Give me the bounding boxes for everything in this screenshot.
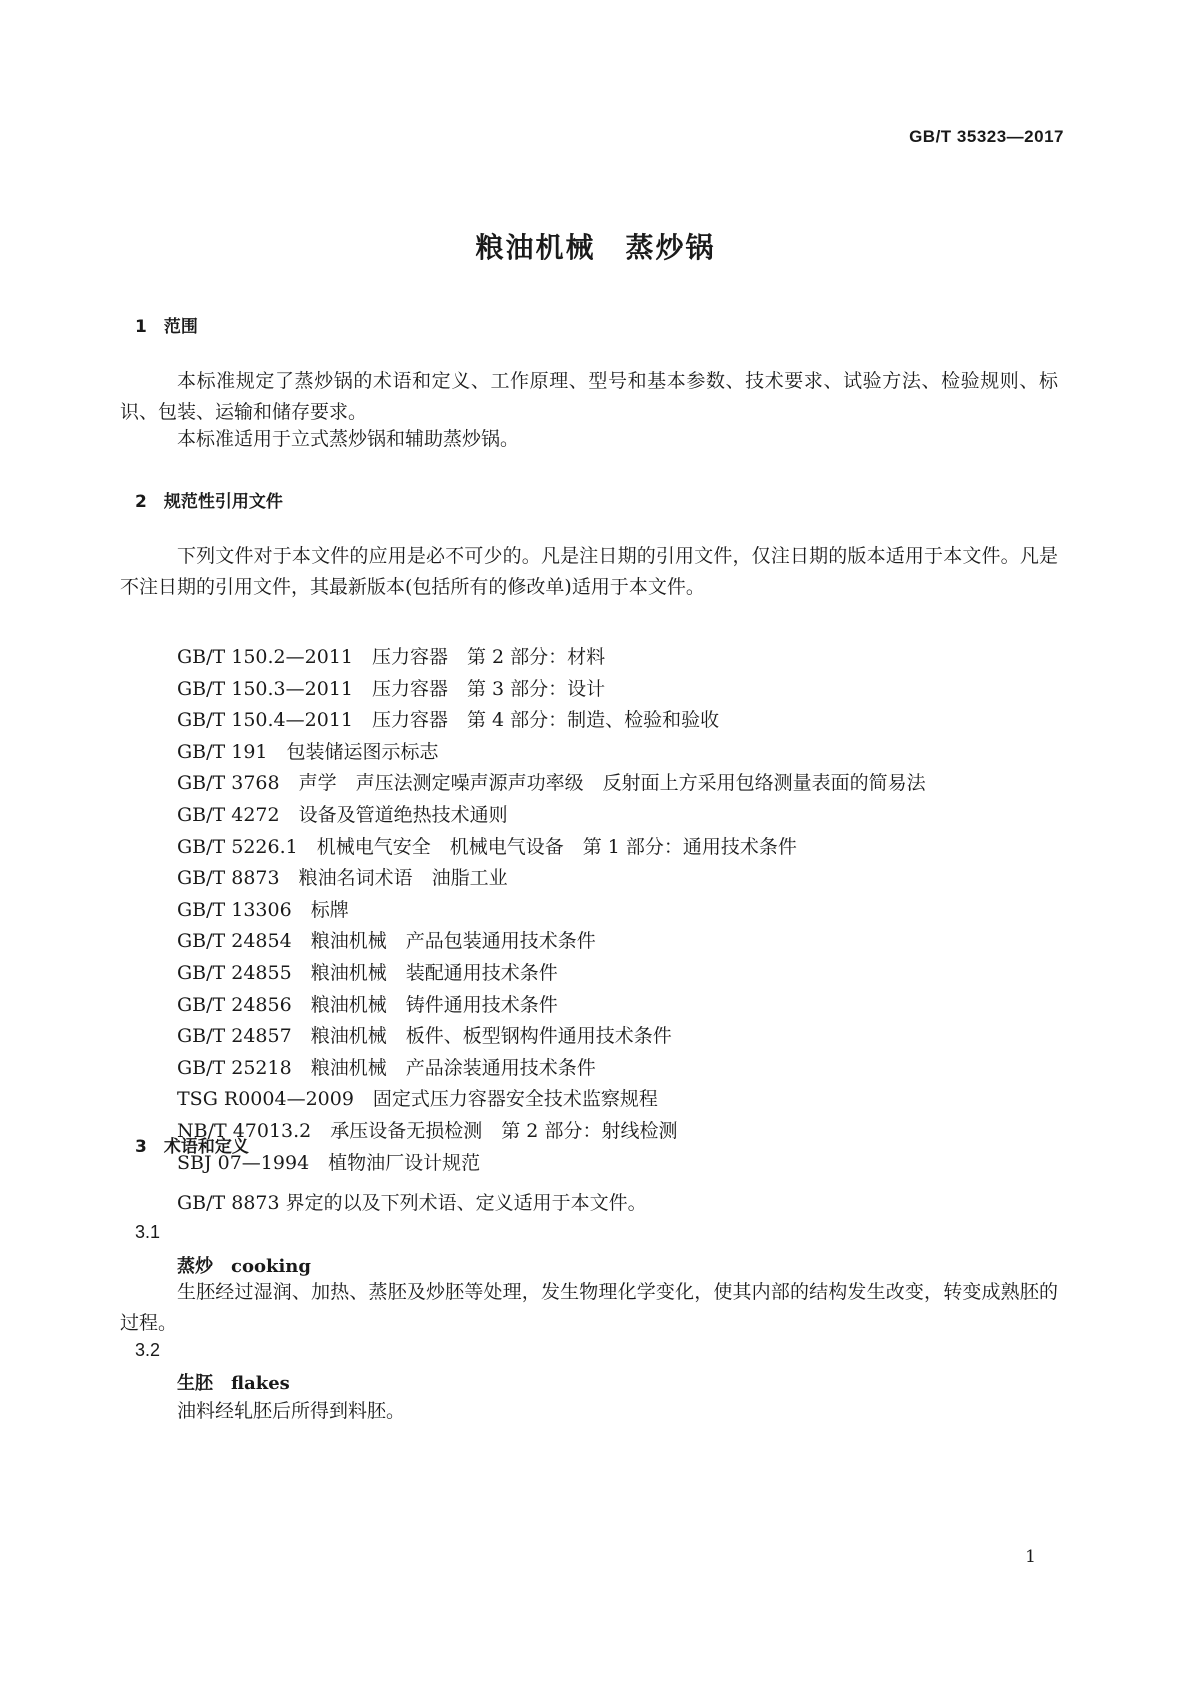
reference-item: GB/T 3768 声学 声压法测定噪声源声功率级 反射面上方采用包络测量表面的简易法 — [177, 772, 926, 795]
term-number: 3.1 — [135, 1222, 161, 1242]
scope-paragraph-1: 本标准规定了蒸炒锅的术语和定义、工作原理、型号和基本参数、技术要求、试验方法、检验规则、标识、包装、运输和储存要求。 — [120, 370, 1058, 423]
reference-list — [177, 642, 926, 1179]
document-title: 粮油机械 蒸炒锅 — [475, 231, 716, 264]
references-intro-paragraph: 下列文件对于本文件的应用是必不可少的。凡是注日期的引用文件，仅注日期的版本适用于本文件。凡是不注日期的引用文件，其最新版本(包括所有的修改单)适用于本文件。 — [120, 545, 1058, 598]
terms-intro-paragraph: GB/T 8873 界定的以及下列术语、定义适用于本文件。 — [177, 1192, 647, 1214]
standard-code: GB/T 35323—2017 — [909, 127, 1064, 146]
page-number: 1 — [1025, 1547, 1036, 1567]
reference-item: GB/T 24855 粮油机械 装配通用技术条件 — [177, 961, 558, 984]
term-definition: 油料经轧胚后所得到料胚。 — [177, 1400, 406, 1422]
reference-item: GB/T 4272 设备及管道绝热技术通则 — [177, 803, 508, 826]
reference-item: GB/T 13306 标牌 — [177, 898, 349, 921]
reference-item: GB/T 24857 粮油机械 板件、板型钢构件通用技术条件 — [177, 1025, 672, 1048]
reference-item: GB/T 5226.1 机械电气安全 机械电气设备 第 1 部分：通用技术条件 — [177, 835, 797, 858]
reference-item: SBJ 07—1994 植物油厂设计规范 — [177, 1151, 481, 1174]
section-heading-normative-references: 2 规范性引用文件 — [135, 492, 283, 512]
term-heading — [177, 1369, 290, 1395]
term-heading — [177, 1252, 311, 1278]
term-chinese: 蒸炒 — [177, 1256, 213, 1277]
reference-item: GB/T 150.4—2011 压力容器 第 4 部分：制造、检验和验收 — [177, 709, 720, 732]
reference-item: NB/T 47013.2 承压设备无损检测 第 2 部分：射线检测 — [177, 1119, 678, 1142]
section-heading-terms-definitions: 3 术语和定义 — [135, 1137, 249, 1157]
scope-paragraph-2: 本标准适用于立式蒸炒锅和辅助蒸炒锅。 — [177, 428, 520, 450]
reference-item: GB/T 191 包装储运图示标志 — [177, 740, 439, 763]
reference-item: GB/T 25218 粮油机械 产品涂装通用技术条件 — [177, 1056, 596, 1079]
reference-item: TSG R0004—2009 固定式压力容器安全技术监察规程 — [177, 1088, 658, 1111]
reference-item: GB/T 150.2—2011 压力容器 第 2 部分：材料 — [177, 646, 606, 668]
section-heading-scope: 1 范围 — [135, 317, 198, 337]
term-chinese: 生胚 — [177, 1373, 213, 1394]
reference-item: GB/T 24854 粮油机械 产品包装通用技术条件 — [177, 930, 596, 953]
reference-item: GB/T 150.3—2011 压力容器 第 3 部分：设计 — [177, 677, 606, 700]
term-number: 3.2 — [135, 1340, 161, 1360]
reference-item: GB/T 24856 粮油机械 铸件通用技术条件 — [177, 993, 558, 1016]
reference-item: GB/T 8873 粮油名词术语 油脂工业 — [177, 867, 508, 890]
term-english: cooking — [231, 1256, 311, 1277]
term-definition: 生胚经过湿润、加热、蒸胚及炒胚等处理，发生物理化学变化，使其内部的结构发生改变，转变成熟胚的过程。 — [120, 1281, 1058, 1334]
term-english: flakes — [231, 1373, 290, 1394]
